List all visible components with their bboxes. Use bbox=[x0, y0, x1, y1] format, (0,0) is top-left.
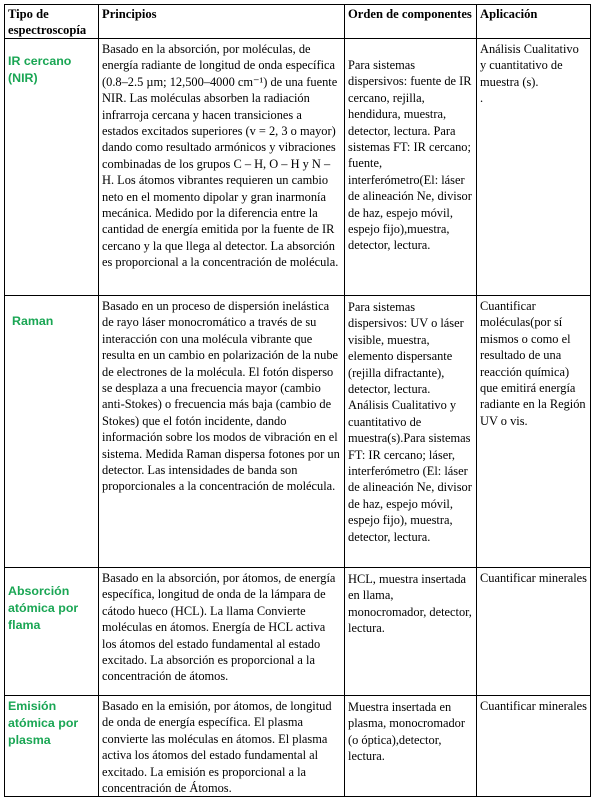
header-type: Tipo de espectroscopía bbox=[5, 5, 99, 39]
row-principle: Basado en la emisión, por átomos, de longitud de onda de energía específica. El plasma convierte las moléculas en átomos. El plasma activa los átomos del estado fundamental al excitado. La emisión es proporcional a la concentración de Átomos. bbox=[99, 696, 345, 797]
row-components: Muestra insertada en plasma, monocromador (o óptica),detector, lectura. bbox=[345, 696, 477, 797]
row-principle: Basado en un proceso de dispersión inelástica de rayo láser monocromático a través de su interacción con una molécula vibrante que resulta en un cambio en polarización de la nube de electrones de la molécula. El fotón disperso se desplaza a una frecuencia mayor (cambio anti-Stokes) o frecuencia más baja (cambio de Stokes) que el fotón incidente, dando información sobre los modos de vibración en el sistema. Medida Raman dispersa fotones por un detector. Las intensidades de banda son proporcionales a la concentración de molécula. bbox=[99, 296, 345, 568]
table-row bbox=[5, 39, 591, 296]
application-text: Análisis Cualitativo y cuantitativo de muestra (s). . bbox=[480, 42, 579, 106]
row-type: Absorción atómica por flama bbox=[5, 568, 99, 696]
header-principles: Principios bbox=[99, 5, 345, 39]
row-components: HCL, muestra insertada en llama, monocromador, detector, lectura. bbox=[345, 568, 477, 696]
header-row bbox=[5, 5, 591, 39]
header-application: Aplicación bbox=[477, 5, 591, 39]
table-row bbox=[5, 296, 591, 568]
row-application: Cuantificar moléculas(por sí mismos o como el resultado de una reacción química) que emitirá energía radiante en la Región UV o vis. bbox=[477, 296, 591, 568]
row-components: Para sistemas dispersivos: fuente de IR cercano, rejilla, hendidura, muestra, detector, lectura. Para sistemas FT: IR cercano; fuente, interferómetro(El: láser de alineación Ne, divisor de haz, espejo móvil, espejo fijo),muestra, detector, lectura. bbox=[345, 39, 477, 296]
row-type: IR cercano (NIR) bbox=[5, 39, 99, 296]
row-type: Emisión atómica por plasma bbox=[5, 696, 99, 797]
row-type: Raman bbox=[5, 296, 99, 568]
table-row bbox=[5, 568, 591, 696]
row-application bbox=[477, 39, 591, 296]
header-components: Orden de componentes bbox=[345, 5, 477, 39]
row-principle: Basado en la absorción, por átomos, de energía específica, longitud de onda de la lámpara de cátodo hueco (HCL). La llama Convierte moléculas en átomos. Energía de HCL activa los átomos del estado fundamental al estado excitado. La absorción es proporcional a la concentración de átomos. bbox=[99, 568, 345, 696]
row-principle: Basado en la absorción, por moléculas, de energía radiante de longitud de onda específica (0.8–2.5 µm; 12,500–4000 cm⁻¹) de una fuente NIR. Las moléculas absorben la radiación infrarroja cercana y hacen transiciones a estados excitados superiores (v = 2, 3 o mayor) dando como resultado armónicos y vibraciones combinadas de los grupos C – H, O – H y N – H. Los átomos vibrantes requieren un cambio neto en el momento dipolar y gran inarmonía mecánica. Medido por la diferencia entre la cantidad de energía emitida por la fuente de IR cercano y la que llega al detector. La absorción es proporcional a la concentración de molécula. bbox=[99, 39, 345, 296]
row-application: Cuantificar minerales bbox=[477, 568, 591, 696]
row-application: Cuantificar minerales bbox=[477, 696, 591, 797]
table-row bbox=[5, 696, 591, 797]
row-components: Para sistemas dispersivos: UV o láser visible, muestra, elemento dispersante (rejilla difractante), detector, lectura. Análisis Cualitativo y cuantitativo de muestra(s).Para sistemas FT: IR cercano; láser, interferómetro (El: láser de alineación Ne, divisor de haz, espejo móvil, espejo fijo), muestra, detector, lectura. bbox=[345, 296, 477, 568]
spectroscopy-table bbox=[4, 4, 591, 797]
